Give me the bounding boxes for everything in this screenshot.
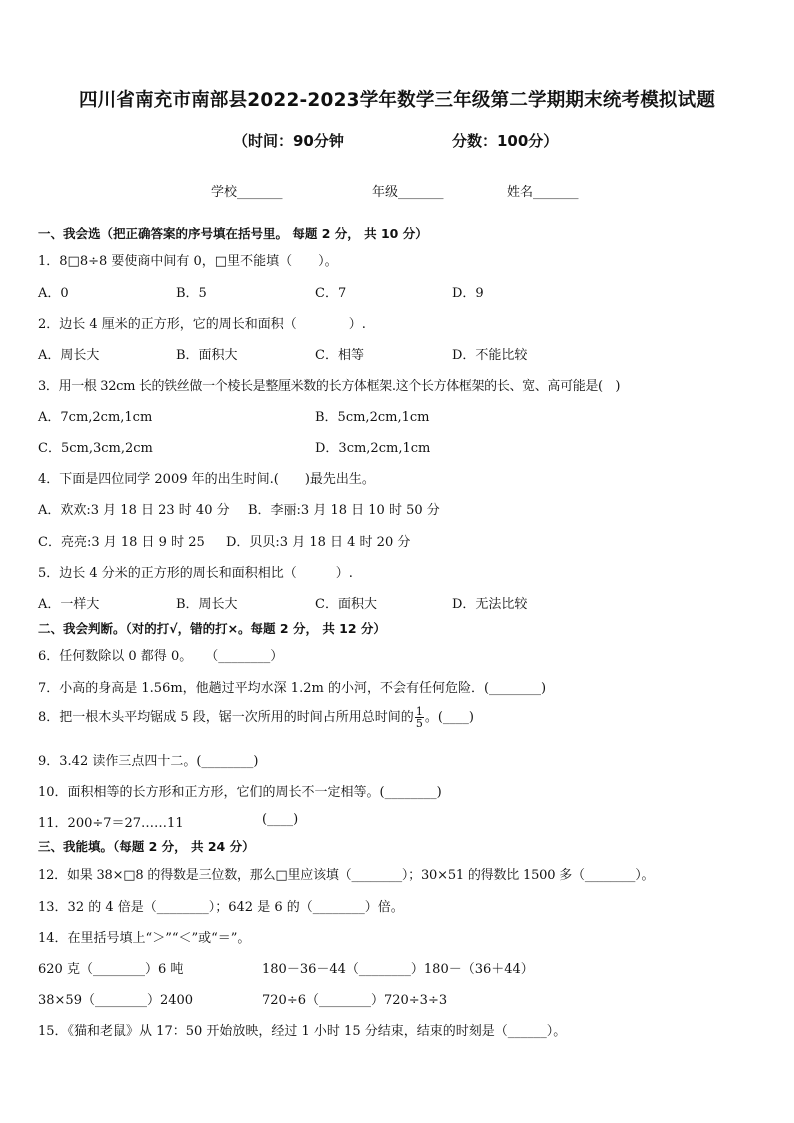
section-1-heading: 一、我会选（把正确答案的序号填在括号里。 每题 2 分， 共 10 分） bbox=[38, 226, 428, 241]
q1-option-a: A．0 bbox=[38, 286, 69, 301]
q2-option-c: C．相等 bbox=[315, 348, 364, 363]
q14-item-1: 620 克（________）6 吨 bbox=[38, 962, 184, 977]
question-8 bbox=[38, 706, 474, 729]
grade-field: 年级_______ bbox=[372, 185, 444, 200]
q8-fraction-numerator: 1 bbox=[415, 705, 423, 718]
question-6: 6．任何数除以 0 都得 0。 （________） bbox=[38, 649, 284, 664]
question-13: 13．32 的 4 倍是（________）；642 是 6 的（________）倍。 bbox=[38, 900, 404, 915]
question-10: 10．面积相等的长方形和正方形，它们的周长不一定相等。(________) bbox=[38, 785, 442, 800]
q14-item-2: 180－36－44（________）180－（36＋44） bbox=[262, 962, 534, 977]
question-2: 2．边长 4 厘米的正方形，它的周长和面积（ ）. bbox=[38, 317, 366, 332]
question-1: 1．8□8÷8 要使商中间有 0，□里不能填（ ）。 bbox=[38, 254, 338, 269]
q2-option-d: D．不能比较 bbox=[452, 348, 528, 363]
question-15: 15．《猫和老鼠》从 17：50 开始放映，经过 1 小时 15 分结束，结束的时刻是（______）。 bbox=[38, 1024, 567, 1039]
section-3-heading: 三、我能填。（每题 2 分， 共 24 分） bbox=[38, 839, 255, 854]
page-title: 四川省南充市南部县2022-2023学年数学三年级第二学期期末统考模拟试题 bbox=[78, 90, 716, 111]
q8-text-after: 。(____) bbox=[424, 710, 474, 725]
question-9: 9．3.42 读作三点四十二。(________) bbox=[38, 754, 259, 769]
section-2-heading: 二、我会判断。（对的打√，错的打×。每题 2 分， 共 12 分） bbox=[38, 621, 386, 636]
q8-fraction-denominator: 5 bbox=[415, 717, 423, 730]
school-field: 学校_______ bbox=[211, 185, 283, 200]
question-11: 11．200÷7＝27……11 bbox=[38, 816, 184, 831]
question-7: 7．小高的身高是 1.56m，他趟过平均水深 1.2m 的小河，不会有任何危险．(________) bbox=[38, 681, 547, 696]
q4-option-a: A．欢欢:3 月 18 日 23 时 40 分 bbox=[38, 503, 230, 518]
q3-option-a: A．7cm,2cm,1cm bbox=[38, 410, 153, 425]
q5-option-d: D．无法比较 bbox=[452, 597, 528, 612]
question-14: 14．在里括号填上“＞”“＜”或“＝”。 bbox=[38, 931, 251, 946]
q4-option-c: C．亮亮:3 月 18 日 9 时 25 bbox=[38, 535, 205, 550]
q14-item-4: 720÷6（________）720÷3÷3 bbox=[262, 993, 448, 1008]
q4-option-d: D．贝贝:3 月 18 日 4 时 20 分 bbox=[226, 535, 411, 550]
q1-option-c: C．7 bbox=[315, 286, 347, 301]
q2-option-a: A．周长大 bbox=[38, 348, 100, 363]
q3-option-d: D．3cm,2cm,1cm bbox=[315, 441, 431, 456]
q8-fraction bbox=[415, 706, 424, 729]
q8-text-before: 8．把一根木头平均锯成 5 段，锯一次所用的时间占所用总时间的 bbox=[38, 710, 414, 725]
name-field: 姓名_______ bbox=[507, 185, 579, 200]
q3-option-c: C．5cm,3cm,2cm bbox=[38, 441, 153, 456]
q1-option-d: D．9 bbox=[452, 286, 484, 301]
q3-option-b: B．5cm,2cm,1cm bbox=[315, 410, 430, 425]
q2-option-b: B．面积大 bbox=[176, 348, 238, 363]
question-5: 5．边长 4 分米的正方形的周长和面积相比（ ）. bbox=[38, 566, 353, 581]
q1-option-b: B．5 bbox=[176, 286, 207, 301]
exam-score: 分数：100分） bbox=[452, 132, 559, 150]
q5-option-c: C．面积大 bbox=[315, 597, 377, 612]
question-3: 3．用一根 32cm 长的铁丝做一个棱长是整厘米数的长方体框架.这个长方体框架的长、宽、高可能是( ) bbox=[38, 379, 621, 394]
q4-option-b: B．李丽:3 月 18 日 10 时 50 分 bbox=[248, 503, 440, 518]
q5-option-a: A．一样大 bbox=[38, 597, 100, 612]
q11-answer-blank: (____) bbox=[262, 812, 299, 827]
question-4: 4．下面是四位同学 2009 年的出生时间.( )最先出生。 bbox=[38, 472, 375, 487]
q14-item-3: 38×59（________）2400 bbox=[38, 993, 194, 1008]
exam-time: （时间：90分钟 bbox=[233, 132, 344, 150]
question-12: 12．如果 38×□8 的得数是三位数，那么□里应该填（________）；30×51 的得数比 1500 多（________）。 bbox=[38, 868, 655, 883]
q5-option-b: B．周长大 bbox=[176, 597, 238, 612]
